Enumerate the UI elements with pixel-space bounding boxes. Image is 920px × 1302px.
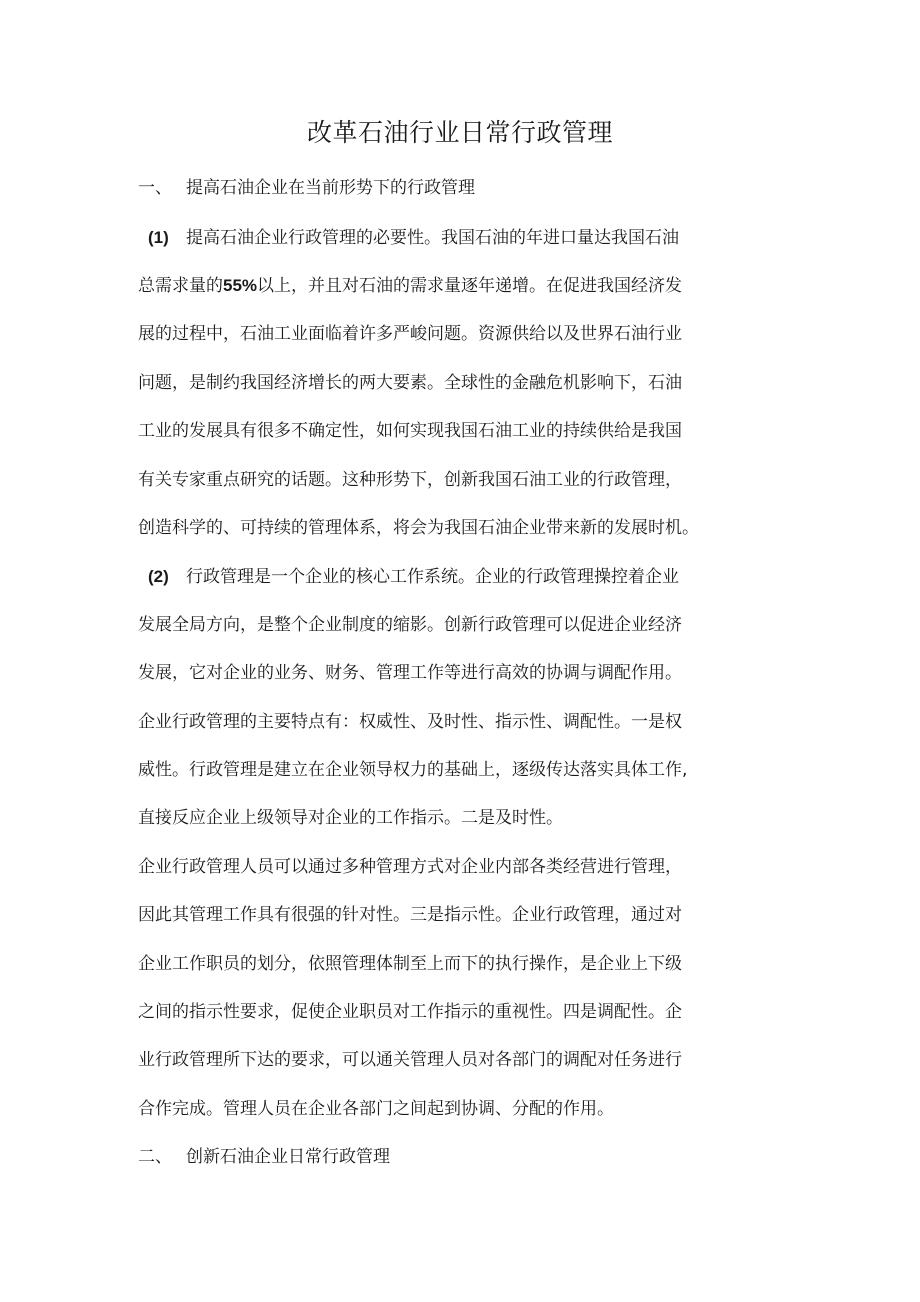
paragraph-1-line: 问题，是制约我国经济增长的两大要素。全球性的金融危机影响下，石油 [138, 373, 682, 393]
paragraph-text: 提高石油企业行政管理的必要性。我国石油的年进口量达我国石油 [186, 228, 679, 248]
paragraph-2-line: 发展，它对企业的业务、财务、管理工作等进行高效的协调与调配作用。 [138, 663, 682, 683]
paragraph-number: (1) [148, 228, 169, 247]
paragraph-2-line: 业行政管理所下达的要求，可以通关管理人员对各部门的调配对任务进行 [138, 1050, 682, 1070]
paragraph-1-line [138, 274, 682, 298]
section-number: 二、 [138, 1147, 172, 1167]
paragraph-1-line: 有关专家重点研究的话题。这种形势下，创新我国石油工业的行政管理， [138, 470, 682, 490]
paragraph-2-line [138, 565, 679, 589]
paragraph-2-line: 企业行政管理的主要特点有：权威性、及时性、指示性、调配性。一是权 [138, 712, 682, 732]
paragraph-2-line: 威性。行政管理是建立在企业领导权力的基础上，逐级传达落实具体工作, [138, 760, 688, 780]
section-heading-text: 提高石油企业在当前形势下的行政管理 [186, 178, 475, 198]
paragraph-2-line: 合作完成。管理人员在企业各部门之间起到协调、分配的作用。 [138, 1099, 614, 1119]
paragraph-1-line: 创造科学的、可持续的管理体系，将会为我国石油企业带来新的发展时机。 [138, 518, 699, 538]
section-heading-text: 创新石油企业日常行政管理 [186, 1147, 390, 1167]
paragraph-text: 总需求量的 [138, 276, 223, 296]
paragraph-text: 行政管理是一个企业的核心工作系统。企业的行政管理操控着企业 [186, 567, 679, 587]
paragraph-2-line: 企业工作职员的划分，依照管理体制至上而下的执行操作，是企业上下级 [138, 954, 682, 974]
section-heading-1 [138, 176, 475, 200]
percentage-value: 55% [223, 276, 258, 295]
paragraph-2-line: 企业行政管理人员可以通过多种管理方式对企业内部各类经营进行管理， [138, 857, 682, 877]
paragraph-1-line [138, 226, 679, 250]
paragraph-2-line: 发展全局方向，是整个企业制度的缩影。创新行政管理可以促进企业经济 [138, 615, 682, 635]
document-title: 改革石油行业日常行政管理 [306, 118, 613, 147]
paragraph-2-line: 直接反应企业上级领导对企业的工作指示。二是及时性。 [138, 808, 563, 828]
paragraph-1-line: 工业的发展具有很多不确定性，如何实现我国石油工业的持续供给是我国 [138, 421, 682, 441]
paragraph-2-line: 之间的指示性要求，促使企业职员对工作指示的重视性。四是调配性。企 [138, 1002, 682, 1022]
paragraph-2-line: 因此其管理工作具有很强的针对性。三是指示性。企业行政管理，通过对 [138, 905, 682, 925]
section-heading-2 [138, 1145, 390, 1169]
paragraph-text: 以上，并且对石油的需求量逐年递增。在促进我国经济发 [257, 276, 683, 296]
paragraph-number: (2) [148, 567, 169, 586]
section-number: 一、 [138, 178, 172, 198]
paragraph-1-line: 展的过程中，石油工业面临着许多严峻问题。资源供给以及世界石油行业 [138, 324, 682, 344]
